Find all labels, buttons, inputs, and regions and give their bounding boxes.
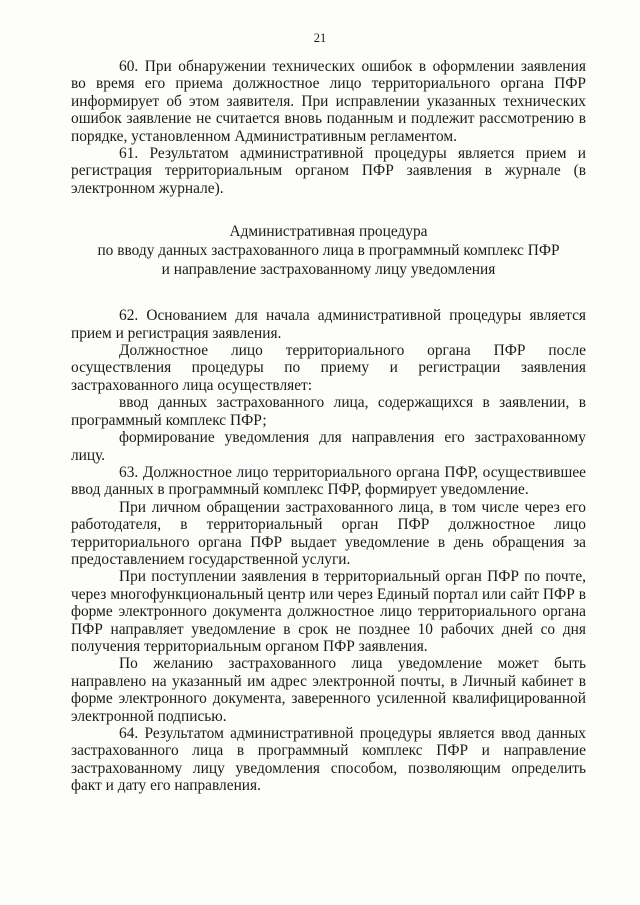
section-heading bbox=[71, 222, 586, 279]
paragraph-personal-visit: При личном обращении застрахованного лица, в том числе через его работодателя, в территориальный орган ПФР должностное лицо территориального органа ПФР выдает уведомление в день обращения за предоставлением государственной услуги. bbox=[71, 498, 586, 568]
spacer bbox=[71, 279, 586, 307]
paragraph-64: 64. Результатом административной процедуры является ввод данных застрахованного лица в программный комплекс ПФР и направление застрахованному лицу уведомления способом, позволяющим определить факт и дату его направления. bbox=[71, 725, 586, 795]
paragraph-data-entry: ввод данных застрахованного лица, содержащихся в заявлении, в программный комплекс ПФР; bbox=[71, 394, 586, 429]
paragraph-60: 60. При обнаружении технических ошибок в оформлении заявления во время его приема должностное лицо территориального органа ПФР информирует об этом заявителя. При исправлении указанных технических ошибок заявление не считается вновь поданным и подлежит рассмотрению в порядке, установленном Административным регламентом. bbox=[71, 58, 586, 145]
paragraph-61: 61. Результатом административной процедуры является прием и регистрация территориальным органом ПФР заявления в журнале (в электронном журнале). bbox=[71, 145, 586, 197]
paragraph-email-option: По желанию застрахованного лица уведомление может быть направлено на указанный им адрес электронной почты, в Личный кабинет в форме электронного документа, заверенного усиленной квалифицированной электронной подписью. bbox=[71, 655, 586, 725]
heading-line-2: по вводу данных застрахованного лица в программный комплекс ПФР bbox=[97, 242, 560, 260]
heading-line-1: Административная процедура bbox=[229, 223, 428, 241]
heading-line-3: и направление застрахованному лицу уведомления bbox=[161, 261, 496, 279]
document-body bbox=[71, 58, 586, 795]
page-number: 21 bbox=[313, 31, 327, 45]
paragraph-62: 62. Основанием для начала административной процедуры является прием и регистрация заявления. bbox=[71, 307, 586, 342]
paragraph-63: 63. Должностное лицо территориального органа ПФР, осуществившее ввод данных в программный комплекс ПФР, формирует уведомление. bbox=[71, 463, 586, 499]
paragraph-notification-forming: формирование уведомления для направления его застрахованному лицу. bbox=[71, 429, 586, 464]
paragraph-mail-delivery: При поступлении заявления в территориальный орган ПФР по почте, через многофункциональный центр или через Единый портал или сайт ПФР в форме электронного документа должностное лицо территориального органа ПФР направляет уведомление в срок не позднее 10 рабочих дней со дня получения территориальным органом ПФР заявления. bbox=[71, 568, 586, 655]
spacer bbox=[71, 197, 586, 222]
paragraph-official-actions: Должностное лицо территориального органа ПФР после осуществления процедуры по приему и регистрации заявления застрахованного лица осуществляет: bbox=[71, 342, 586, 394]
